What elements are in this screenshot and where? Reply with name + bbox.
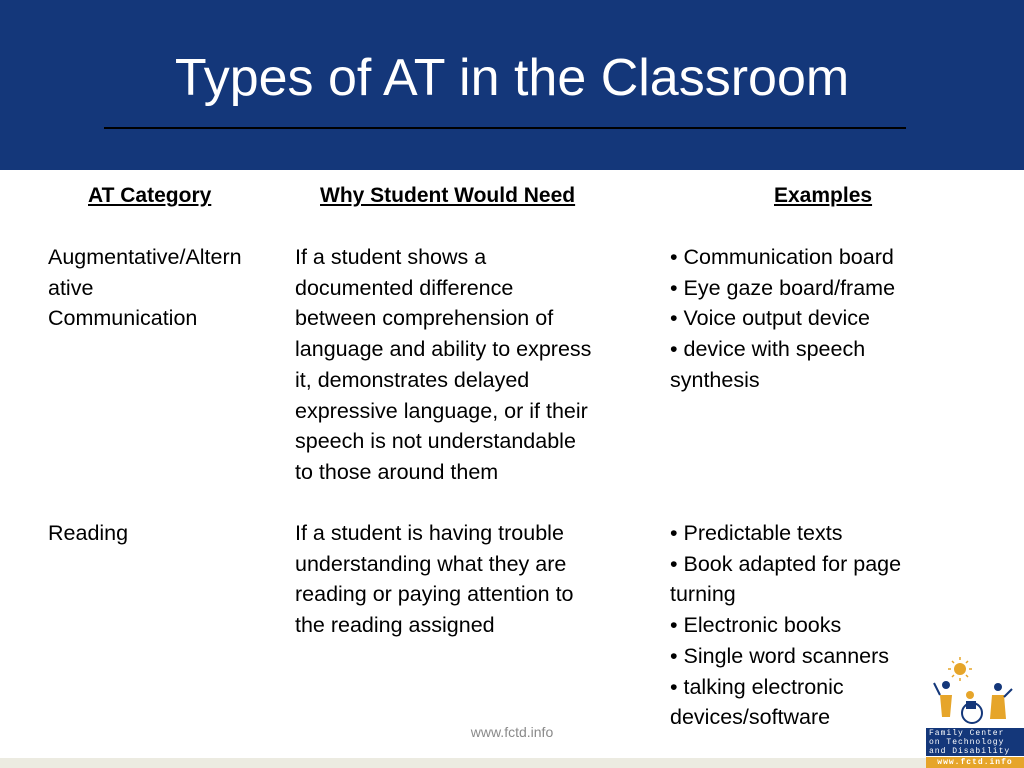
- example-item: • Communication board: [670, 245, 894, 269]
- logo-line: Family Center: [929, 729, 1005, 738]
- need-line: documented difference: [295, 275, 514, 300]
- example-item: • talking electronic: [670, 674, 844, 699]
- need-line: reading or paying attention to: [295, 582, 574, 607]
- column-header-need: Why Student Would Need: [320, 184, 576, 207]
- need-line: understanding what they are: [295, 551, 567, 576]
- column-header-category: AT Category: [88, 184, 212, 207]
- row-1-category: [48, 242, 242, 334]
- example-item: turning: [670, 582, 736, 607]
- example-item: synthesis: [670, 367, 760, 392]
- row-2-category: [48, 518, 128, 549]
- logo-text-box: [926, 728, 1024, 756]
- row-1-need: [295, 242, 591, 488]
- slide-title: Types of AT in the Classroom: [174, 49, 850, 107]
- need-line: between comprehension of: [295, 306, 554, 331]
- need-line: expressive language, or if their: [295, 398, 588, 423]
- logo-line: and Disability: [929, 747, 1011, 756]
- need-line: If a student is having trouble: [295, 521, 564, 545]
- example-item: • Predictable texts: [670, 521, 843, 545]
- need-line: If a student shows a: [295, 245, 487, 269]
- category-line: Augmentative/Altern: [48, 245, 242, 269]
- logo-line: on Technology: [929, 738, 1005, 747]
- example-item: • Voice output device: [670, 306, 870, 331]
- category-line: Reading: [48, 521, 129, 545]
- footer-url: www.fctd.info: [470, 724, 554, 740]
- need-line: to those around them: [295, 459, 499, 484]
- logo-figures-icon: [926, 655, 1024, 727]
- row-1-examples: [670, 242, 895, 396]
- example-item: • Single word scanners: [670, 643, 890, 668]
- row-2-need: [295, 518, 574, 641]
- category-line: ative: [48, 275, 94, 300]
- column-header-examples: Examples: [774, 184, 873, 207]
- fctd-logo: [926, 655, 1024, 768]
- example-item: • Book adapted for page: [670, 551, 902, 576]
- category-line: Communication: [48, 306, 198, 331]
- example-item: • device with speech: [670, 337, 866, 362]
- row-2-examples: [670, 518, 901, 733]
- need-line: language and ability to express: [295, 337, 592, 362]
- need-line: the reading assigned: [295, 613, 495, 638]
- need-line: it, demonstrates delayed: [295, 367, 530, 392]
- example-item: devices/software: [670, 705, 831, 730]
- bottom-band: [0, 758, 1024, 768]
- need-line: speech is not understandable: [295, 429, 576, 454]
- title-divider: [104, 127, 906, 129]
- title-banner: [0, 0, 1024, 170]
- example-item: • Electronic books: [670, 613, 842, 638]
- example-item: • Eye gaze board/frame: [670, 275, 896, 300]
- logo-url: www.fctd.info: [926, 757, 1024, 768]
